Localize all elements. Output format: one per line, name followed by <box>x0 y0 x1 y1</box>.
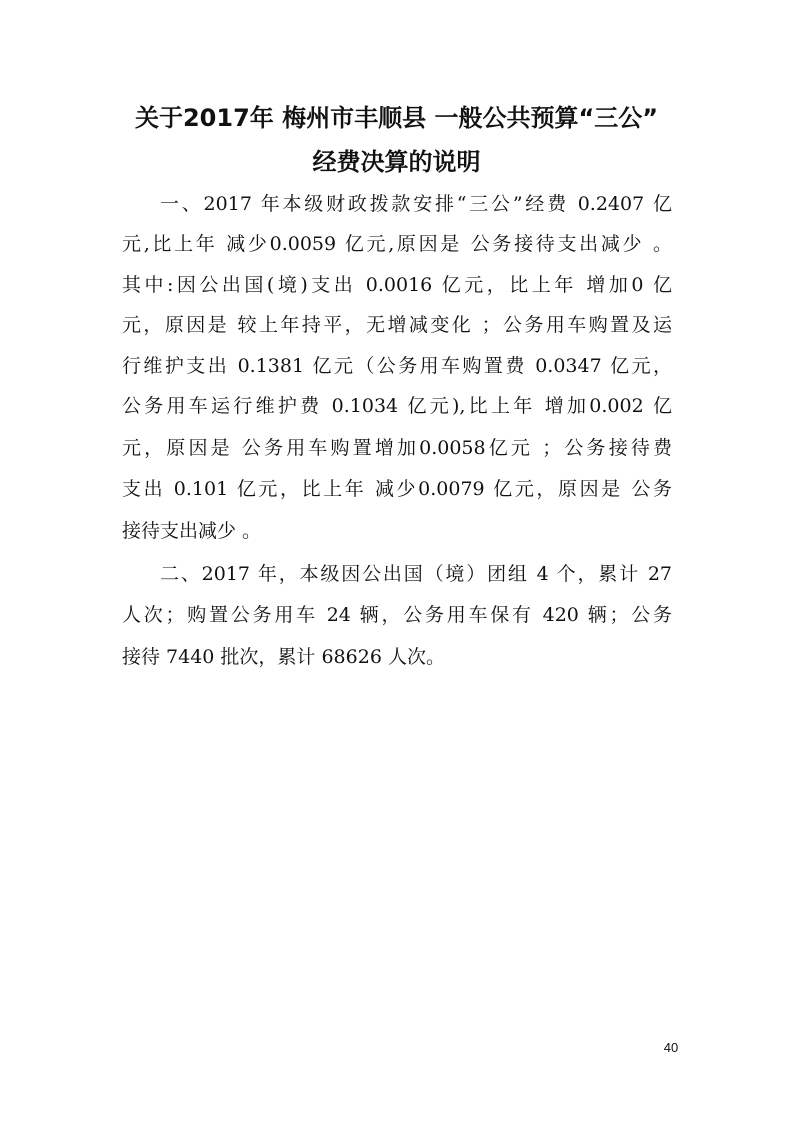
paragraph-1-line-6: 公务用车运行维护费 0.1034 亿元),比上年 增加0.002 亿 <box>122 395 672 417</box>
paragraph-1-line-5: 行维护支出 0.1381 亿元（公务用车购置费 0.0347 亿元， <box>122 355 672 377</box>
paragraph-1-line-7: 元，原因是 公务用车购置增加0.0058亿元 ；公务接待费 <box>122 437 672 459</box>
page-number: 40 <box>663 1040 679 1055</box>
paragraph-1-line-4: 元，原因是 较上年持平，无增减变化 ；公务用车购置及运 <box>122 314 672 336</box>
paragraph-2-line-2: 人次；购置公务用车 24 辆，公务用车保有 420 辆；公务 <box>122 604 672 626</box>
paragraph-1-line-3: 其中:因公出国(境)支出 0.0016 亿元，比上年 增加0 亿 <box>122 274 672 296</box>
paragraph-1-line-8: 支出 0.101 亿元，比上年 减少0.0079 亿元，原因是 公务 <box>122 478 672 500</box>
paragraph-1-line-9: 接待支出减少 。 <box>122 520 262 542</box>
document-title-line-2: 经费决算的说明 <box>312 148 481 176</box>
paragraph-2-line-3: 接待 7440 批次，累计 68626 人次。 <box>122 646 445 668</box>
document-title-line-1: 关于2017年 梅州市丰顺县 一般公共预算“三公” <box>134 104 659 132</box>
paragraph-2-line-1: 二、2017 年，本级因公出国（境）团组 4 个，累计 27 <box>160 563 672 585</box>
paragraph-1-line-1: 一、2017 年本级财政拨款安排“三公”经费 0.2407 亿 <box>160 193 672 215</box>
paragraph-1-line-2: 元,比上年 减少0.0059 亿元,原因是 公务接待支出减少 。 <box>122 233 672 255</box>
